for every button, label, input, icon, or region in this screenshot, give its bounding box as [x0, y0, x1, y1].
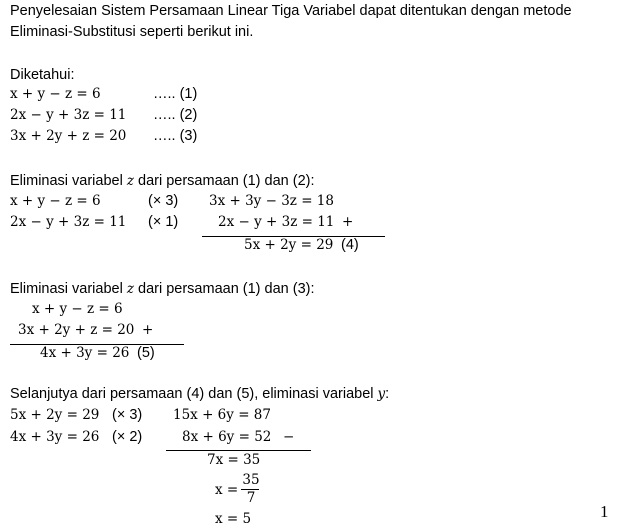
- step2-heading: [10, 280, 315, 298]
- step3-fraction-lhs: x =: [215, 482, 239, 498]
- given-ref-2: ….. (2): [153, 107, 198, 123]
- step1-result-ref: (4): [341, 237, 359, 253]
- step3-heading-post: :: [385, 386, 390, 402]
- given-ref-1: ….. (1): [153, 86, 198, 102]
- step1-heading-var: z: [126, 173, 134, 189]
- step1-operator: +: [342, 214, 354, 230]
- step3-multiplier-1: (× 3): [112, 407, 143, 423]
- step3-operator: −: [283, 429, 295, 445]
- step1-heading-post: dari persamaan (1) dan (2):: [133, 173, 315, 189]
- step1-right-2: 2x − y + 3z = 11: [218, 214, 335, 230]
- step1-heading: [10, 172, 315, 190]
- intro-line-1: Penyelesaian Sistem Persamaan Linear Tiga Variabel dapat ditentukan dengan metode: [10, 3, 572, 19]
- given-equation-1: x + y − z = 6: [10, 86, 101, 102]
- step3-left-2: 4x + 3y = 26: [10, 429, 100, 445]
- step2-row-2: 3x + 2y + z = 20: [18, 322, 135, 338]
- step3-right-2: 8x + 6y = 52: [182, 429, 272, 445]
- given-equation-2: 2x − y + 3z = 11: [10, 107, 127, 123]
- step2-row-1: x + y − z = 6: [32, 301, 123, 317]
- step3-left-1: 5x + 2y = 29: [10, 407, 100, 423]
- step1-heading-pre: Eliminasi variabel: [10, 173, 127, 189]
- step1-multiplier-2: (× 1): [148, 214, 179, 230]
- step3-fraction-numerator: 35: [242, 472, 260, 488]
- given-label: Diketahui:: [10, 67, 75, 83]
- step1-left-1: x + y − z = 6: [10, 193, 101, 209]
- step3-heading-pre: Selanjutya dari persamaan (4) dan (5), eliminasi variabel: [10, 386, 378, 402]
- intro-line-2: Eliminasi-Substitusi seperti berikut ini.: [10, 24, 254, 40]
- step2-heading-var: z: [126, 281, 134, 297]
- step1-multiplier-1: (× 3): [148, 193, 179, 209]
- step3-fraction-denominator: 7: [246, 490, 256, 506]
- step3-multiplier-2: (× 2): [112, 429, 143, 445]
- step3-final: x = 5: [215, 511, 252, 527]
- step2-result: 4x + 3y = 26: [40, 345, 130, 361]
- given-equation-3: 3x + 2y + z = 20: [10, 128, 127, 144]
- step2-heading-post: dari persamaan (1) dan (3):: [133, 281, 315, 297]
- step3-result: 7x = 35: [207, 452, 261, 468]
- step1-left-2: 2x − y + 3z = 11: [10, 214, 127, 230]
- step3-heading-var: y: [377, 386, 386, 402]
- step2-heading-pre: Eliminasi variabel: [10, 281, 127, 297]
- page-number: 1: [600, 502, 609, 521]
- given-ref-3: ….. (3): [153, 128, 198, 144]
- step2-operator: +: [142, 322, 154, 338]
- step3-right-1: 15x + 6y = 87: [173, 407, 271, 423]
- step3-heading: [10, 385, 389, 403]
- step1-right-1: 3x + 3y − 3z = 18: [209, 193, 334, 209]
- step1-result: 5x + 2y = 29: [244, 237, 334, 253]
- step2-result-ref: (5): [137, 345, 155, 361]
